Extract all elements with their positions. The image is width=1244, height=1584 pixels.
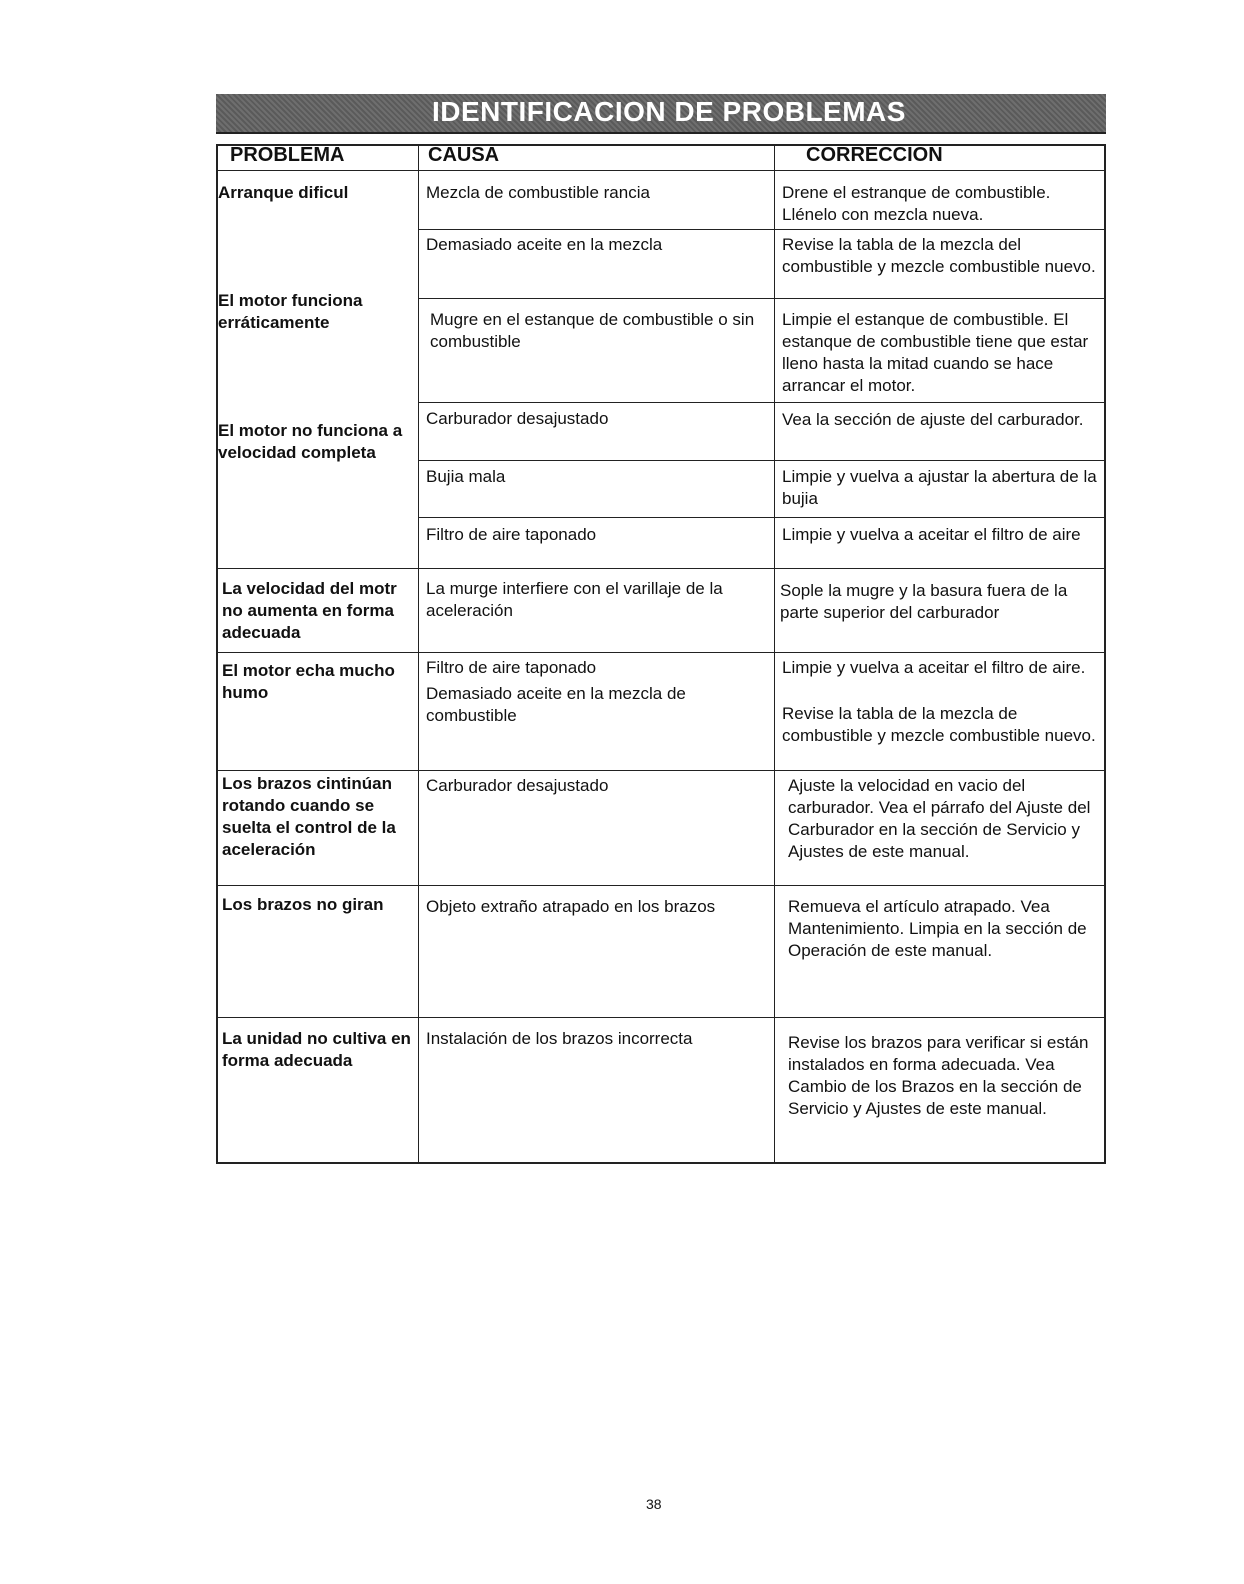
correction-11: Remueva el artículo atrapado. Vea Mantenimiento. Limpia en la sección de Operación de este manual. xyxy=(788,897,1087,960)
divider xyxy=(216,568,1106,569)
cause-10: Carburador desajustado xyxy=(426,776,609,795)
correction-2: Revise la tabla de la mezcla del combustible y mezcle combustible nuevo. xyxy=(782,235,1096,276)
problem-7: Los brazos no giran xyxy=(222,895,384,914)
problem-1: Arranque dificul xyxy=(218,183,349,202)
divider xyxy=(774,144,775,1164)
header-causa: CAUSA xyxy=(428,144,500,166)
cause-11: Objeto extraño atrapado en los brazos xyxy=(426,897,716,916)
problem-5: El motor echa mucho humo xyxy=(222,661,395,702)
divider xyxy=(216,885,1106,886)
correction-7: Sople la mugre y la basura fuera de la parte superior del carburador xyxy=(780,581,1068,622)
divider xyxy=(418,517,1106,518)
cause-1: Mezcla de combustible rancia xyxy=(426,183,650,202)
page-number: 38 xyxy=(646,1496,662,1512)
correction-4: Vea la sección de ajuste del carburador. xyxy=(782,410,1084,429)
problem-2: El motor funciona erráticamente xyxy=(218,291,363,332)
divider xyxy=(216,770,1106,771)
title-bar xyxy=(216,94,1106,134)
correction-1: Drene el estranque de combustible. Llénelo con mezcla nueva. xyxy=(782,183,1051,224)
correction-9: Revise la tabla de la mezcla de combustible y mezcle combustible nuevo. xyxy=(782,704,1096,745)
cause-9: Demasiado aceite en la mezcla de combustible xyxy=(426,684,686,725)
header-problema: PROBLEMA xyxy=(230,144,345,166)
divider xyxy=(418,229,1106,230)
header-correccion: CORRECCION xyxy=(806,144,943,166)
cause-4: Carburador desajustado xyxy=(426,409,609,428)
divider xyxy=(418,460,1106,461)
cause-6: Filtro de aire taponado xyxy=(426,525,597,544)
correction-12: Revise los brazos para verificar si están instalados en forma adecuada. Vea Cambio de los Brazos en la sección de Servicio y Ajustes de este manual. xyxy=(788,1033,1089,1118)
problem-6: Los brazos cintinúan rotando cuando se suelta el control de la aceleración xyxy=(222,774,396,859)
divider xyxy=(418,402,1106,403)
divider xyxy=(418,144,419,1164)
correction-10: Ajuste la velocidad en vacio del carburador. Vea el párrafo del Ajuste del Carburador en la sección de Servicio y Ajustes de este manual. xyxy=(788,776,1091,861)
table-header-row xyxy=(216,144,1106,170)
correction-8: Limpie y vuelva a aceitar el filtro de aire. xyxy=(782,658,1086,677)
problem-8: La unidad no cultiva en forma adecuada xyxy=(222,1029,411,1070)
cause-8: Filtro de aire taponado xyxy=(426,658,597,677)
cause-7: La murge interfiere con el varillaje de la aceleración xyxy=(426,579,723,620)
divider xyxy=(418,298,1106,299)
cause-3: Mugre en el estanque de combustible o sin combustible xyxy=(430,310,755,351)
divider xyxy=(216,1017,1106,1018)
page-title: IDENTIFICACION DE PROBLEMAS xyxy=(432,96,906,127)
correction-5: Limpie y vuelva a ajustar la abertura de la bujia xyxy=(782,467,1097,508)
problem-4: La velocidad del motr no aumenta en forma adecuada xyxy=(222,579,397,642)
cause-12: Instalación de los brazos incorrecta xyxy=(426,1029,693,1048)
cause-2: Demasiado aceite en la mezcla xyxy=(426,235,663,254)
correction-6: Limpie y vuelva a aceitar el filtro de aire xyxy=(782,525,1081,544)
divider xyxy=(216,170,1106,171)
divider xyxy=(216,652,1106,653)
cause-5: Bujia mala xyxy=(426,467,506,486)
problem-3: El motor no funciona a velocidad completa xyxy=(218,421,403,462)
correction-3: Limpie el estanque de combustible. El estanque de combustible tiene que estar lleno hasta la mitad cuando se hace arrancar el motor. xyxy=(782,310,1089,395)
